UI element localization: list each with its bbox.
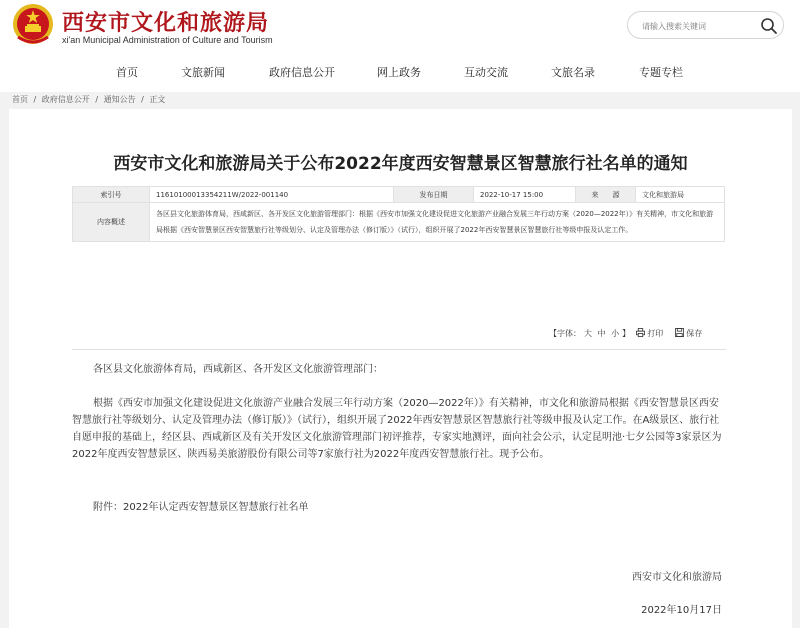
date-value: 2022-10-17 15:00 [474, 187, 576, 203]
summary-value: 各区县文化旅游体育局，西咸新区、各开发区文化旅游管理部门：根据《西安市加强文化建设促进文化旅游产业融合发展三年行动方案（2020—2022年）》有关精神，市文化和旅游局根据《西安智慧景区西安智慧旅行社等级划分、认定及管理办法（修订版）》（试行），组织开展了2022年西安智慧景区智慧旅行社等级申报及认定工作。 [150, 203, 725, 242]
breadcrumb-notices[interactable]: 通知公告 [103, 95, 136, 104]
search-box [627, 11, 784, 39]
font-size-medium[interactable]: 中 [597, 329, 606, 338]
sign-date: 2022年10月17日 [641, 605, 722, 616]
breadcrumb-home[interactable]: 首页 [12, 95, 28, 104]
font-size-small[interactable]: 小 [611, 329, 620, 338]
search-icon[interactable] [760, 17, 778, 35]
nav-item-directory[interactable]: 文旅名录 [551, 66, 595, 79]
font-size-large[interactable]: 大 [584, 329, 592, 338]
font-size-end: 】 [622, 329, 631, 338]
signature: 西安市文化和旅游局 [632, 572, 722, 583]
breadcrumb-separator: / [33, 95, 37, 104]
source-label: 来 源 [576, 187, 636, 203]
breadcrumb-current: 正文 [149, 95, 166, 104]
divider [72, 349, 726, 350]
meta-summary-row [73, 203, 725, 242]
summary-label: 内容概述 [73, 203, 150, 242]
source-value: 文化和旅游局 [636, 187, 725, 203]
meta-row [73, 187, 725, 203]
site-title[interactable]: 西安市文化和旅游局 [62, 11, 270, 36]
save-icon[interactable] [675, 328, 684, 337]
breadcrumb-separator: / [95, 95, 99, 104]
index-label: 索引号 [73, 187, 150, 203]
print-button[interactable]: 打印 [647, 329, 664, 338]
save-button[interactable]: 保存 [686, 329, 703, 338]
meta-table [72, 186, 725, 242]
nav-item-news[interactable]: 文旅新闻 [181, 66, 225, 79]
index-value: 11610100013354211W/2022-001140 [150, 187, 394, 203]
main-nav [0, 64, 800, 84]
breadcrumb [12, 94, 168, 105]
site-header [0, 0, 800, 92]
breadcrumb-gov-info[interactable]: 政府信息公开 [41, 95, 90, 104]
breadcrumb-separator: / [141, 95, 144, 104]
site-subtitle: xi'an Municipal Administration of Culture and Tourism [62, 35, 273, 45]
nav-item-interaction[interactable]: 互动交流 [464, 66, 508, 79]
article-tools [549, 328, 705, 339]
attachment-link[interactable]: 附件：2022年认定西安智慧景区智慧旅行社名单 [93, 502, 309, 513]
article-title: 西安市文化和旅游局关于公布2022年度西安智慧景区智慧旅行社名单的通知 [113, 154, 688, 174]
breadcrumb-bar [0, 92, 800, 108]
article-container [9, 109, 792, 628]
search-input[interactable] [642, 18, 757, 34]
print-icon[interactable] [636, 328, 645, 337]
nav-item-topics[interactable]: 专题专栏 [639, 66, 683, 79]
nav-item-online-service[interactable]: 网上政务 [377, 66, 421, 79]
body-paragraph: 根据《西安市加强文化建设促进文化旅游产业融合发展三年行动方案（2020—2022年）》有关精神，市文化和旅游局根据《西安智慧景区西安智慧旅行社等级划分、认定及管理办法（修订版）》（试行），组织开展了2022年西安智慧景区智慧旅行社等级申报及认定工作。在A级景区、旅行社自愿申报的基础上，经区县、西咸新区及有关开发区文化旅游管理部门初评推荐，专家实地测评，面向社会公示，认定昆明池·七夕公园等3家景区为2022年度西安智慧景区、陕西易美旅游股份有限公司等7家旅行社为2022年度西安智慧旅行社。现予公布。 [72, 398, 722, 460]
nav-item-home[interactable]: 首页 [116, 66, 138, 79]
nav-item-gov-info[interactable]: 政府信息公开 [269, 66, 335, 79]
date-label: 发布日期 [394, 187, 474, 203]
national-emblem-icon[interactable] [12, 3, 54, 47]
font-size-label: 【字体： [549, 329, 581, 338]
greeting: 各区县文化旅游体育局，西咸新区、各开发区文化旅游管理部门： [93, 364, 383, 375]
